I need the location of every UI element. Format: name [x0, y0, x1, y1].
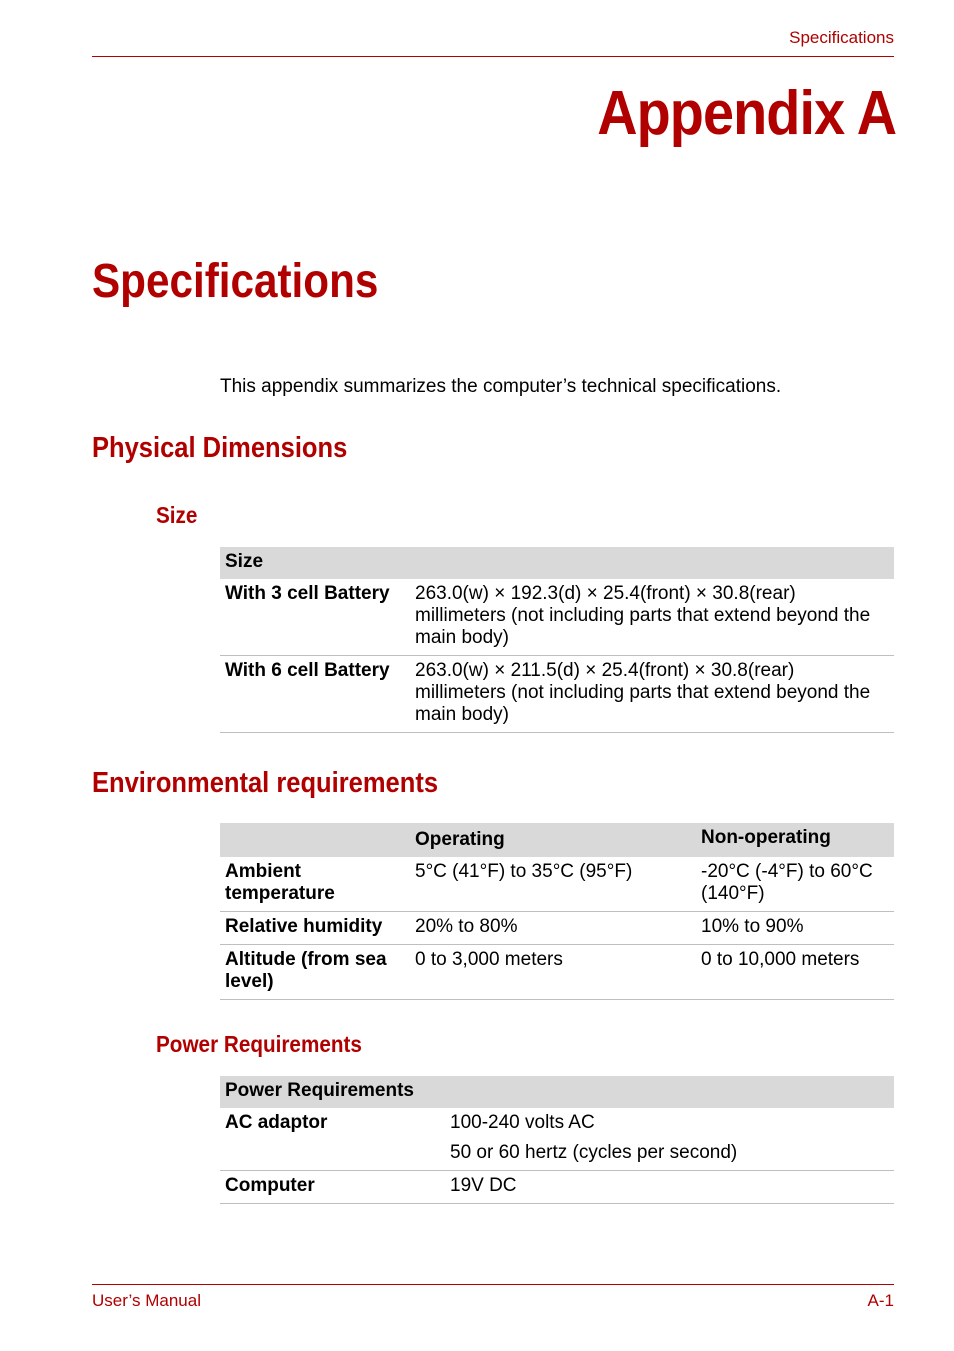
- env-header-operating: Operating: [410, 823, 696, 857]
- operating-value: 0 to 3,000 meters: [410, 945, 696, 1000]
- non-operating-value: -20°C (-4°F) to 60°C (140°F): [696, 857, 894, 912]
- chapter-title: Appendix A: [597, 79, 896, 148]
- row-label: With 6 cell Battery: [220, 656, 410, 733]
- ac-voltage: 100-240 volts AC: [450, 1112, 595, 1133]
- page-number: A-1: [867, 1291, 894, 1310]
- row-label: Relative humidity: [220, 912, 410, 945]
- power-requirements-subheading: Power Requirements: [156, 1031, 362, 1057]
- row-value: 263.0(w) × 211.5(d) × 25.4(front) × 30.8(rear) millimeters (not including parts that extend beyond the main body): [410, 656, 894, 733]
- row-label: Computer: [220, 1171, 445, 1204]
- table-row: [220, 912, 894, 945]
- ac-frequency: 50 or 60 hertz (cycles per second): [450, 1142, 738, 1163]
- row-label: AC adaptor: [220, 1108, 445, 1171]
- row-label: Altitude (from sea level): [220, 945, 410, 1000]
- power-table-header: Power Requirements: [220, 1076, 894, 1108]
- row-value: [445, 1108, 894, 1171]
- power-table: [220, 1076, 894, 1204]
- non-operating-value: 0 to 10,000 meters: [696, 945, 894, 1000]
- table-row: [220, 579, 894, 656]
- row-label: Ambient temperature: [220, 857, 410, 912]
- table-row: [220, 857, 894, 912]
- env-header-blank: [220, 823, 410, 857]
- size-table: [220, 547, 894, 733]
- physical-dimensions-heading: Physical Dimensions: [92, 432, 348, 464]
- size-table-header: Size: [220, 547, 894, 579]
- operating-value: 5°C (41°F) to 35°C (95°F): [410, 857, 696, 912]
- non-operating-value: 10% to 90%: [696, 912, 894, 945]
- row-value: 19V DC: [445, 1171, 894, 1204]
- page-title: Specifications: [92, 255, 379, 308]
- header-rule: [92, 56, 894, 57]
- table-row: [220, 945, 894, 1000]
- size-subheading: Size: [156, 502, 198, 528]
- footer-manual-title: User’s Manual: [92, 1291, 201, 1310]
- env-header-non-operating: Non-operating: [696, 823, 894, 857]
- footer-rule: [92, 1284, 894, 1285]
- row-value: 263.0(w) × 192.3(d) × 25.4(front) × 30.8(rear) millimeters (not including parts that extend beyond the main body): [410, 579, 894, 656]
- environmental-heading: Environmental requirements: [92, 767, 439, 799]
- running-header: Specifications: [789, 28, 894, 47]
- intro-paragraph: This appendix summarizes the computer’s technical specifications.: [220, 376, 782, 397]
- environment-table: [220, 823, 894, 1000]
- table-row: [220, 1108, 894, 1171]
- operating-value: 20% to 80%: [410, 912, 696, 945]
- row-label: With 3 cell Battery: [220, 579, 410, 656]
- table-row: [220, 1171, 894, 1204]
- table-row: [220, 656, 894, 733]
